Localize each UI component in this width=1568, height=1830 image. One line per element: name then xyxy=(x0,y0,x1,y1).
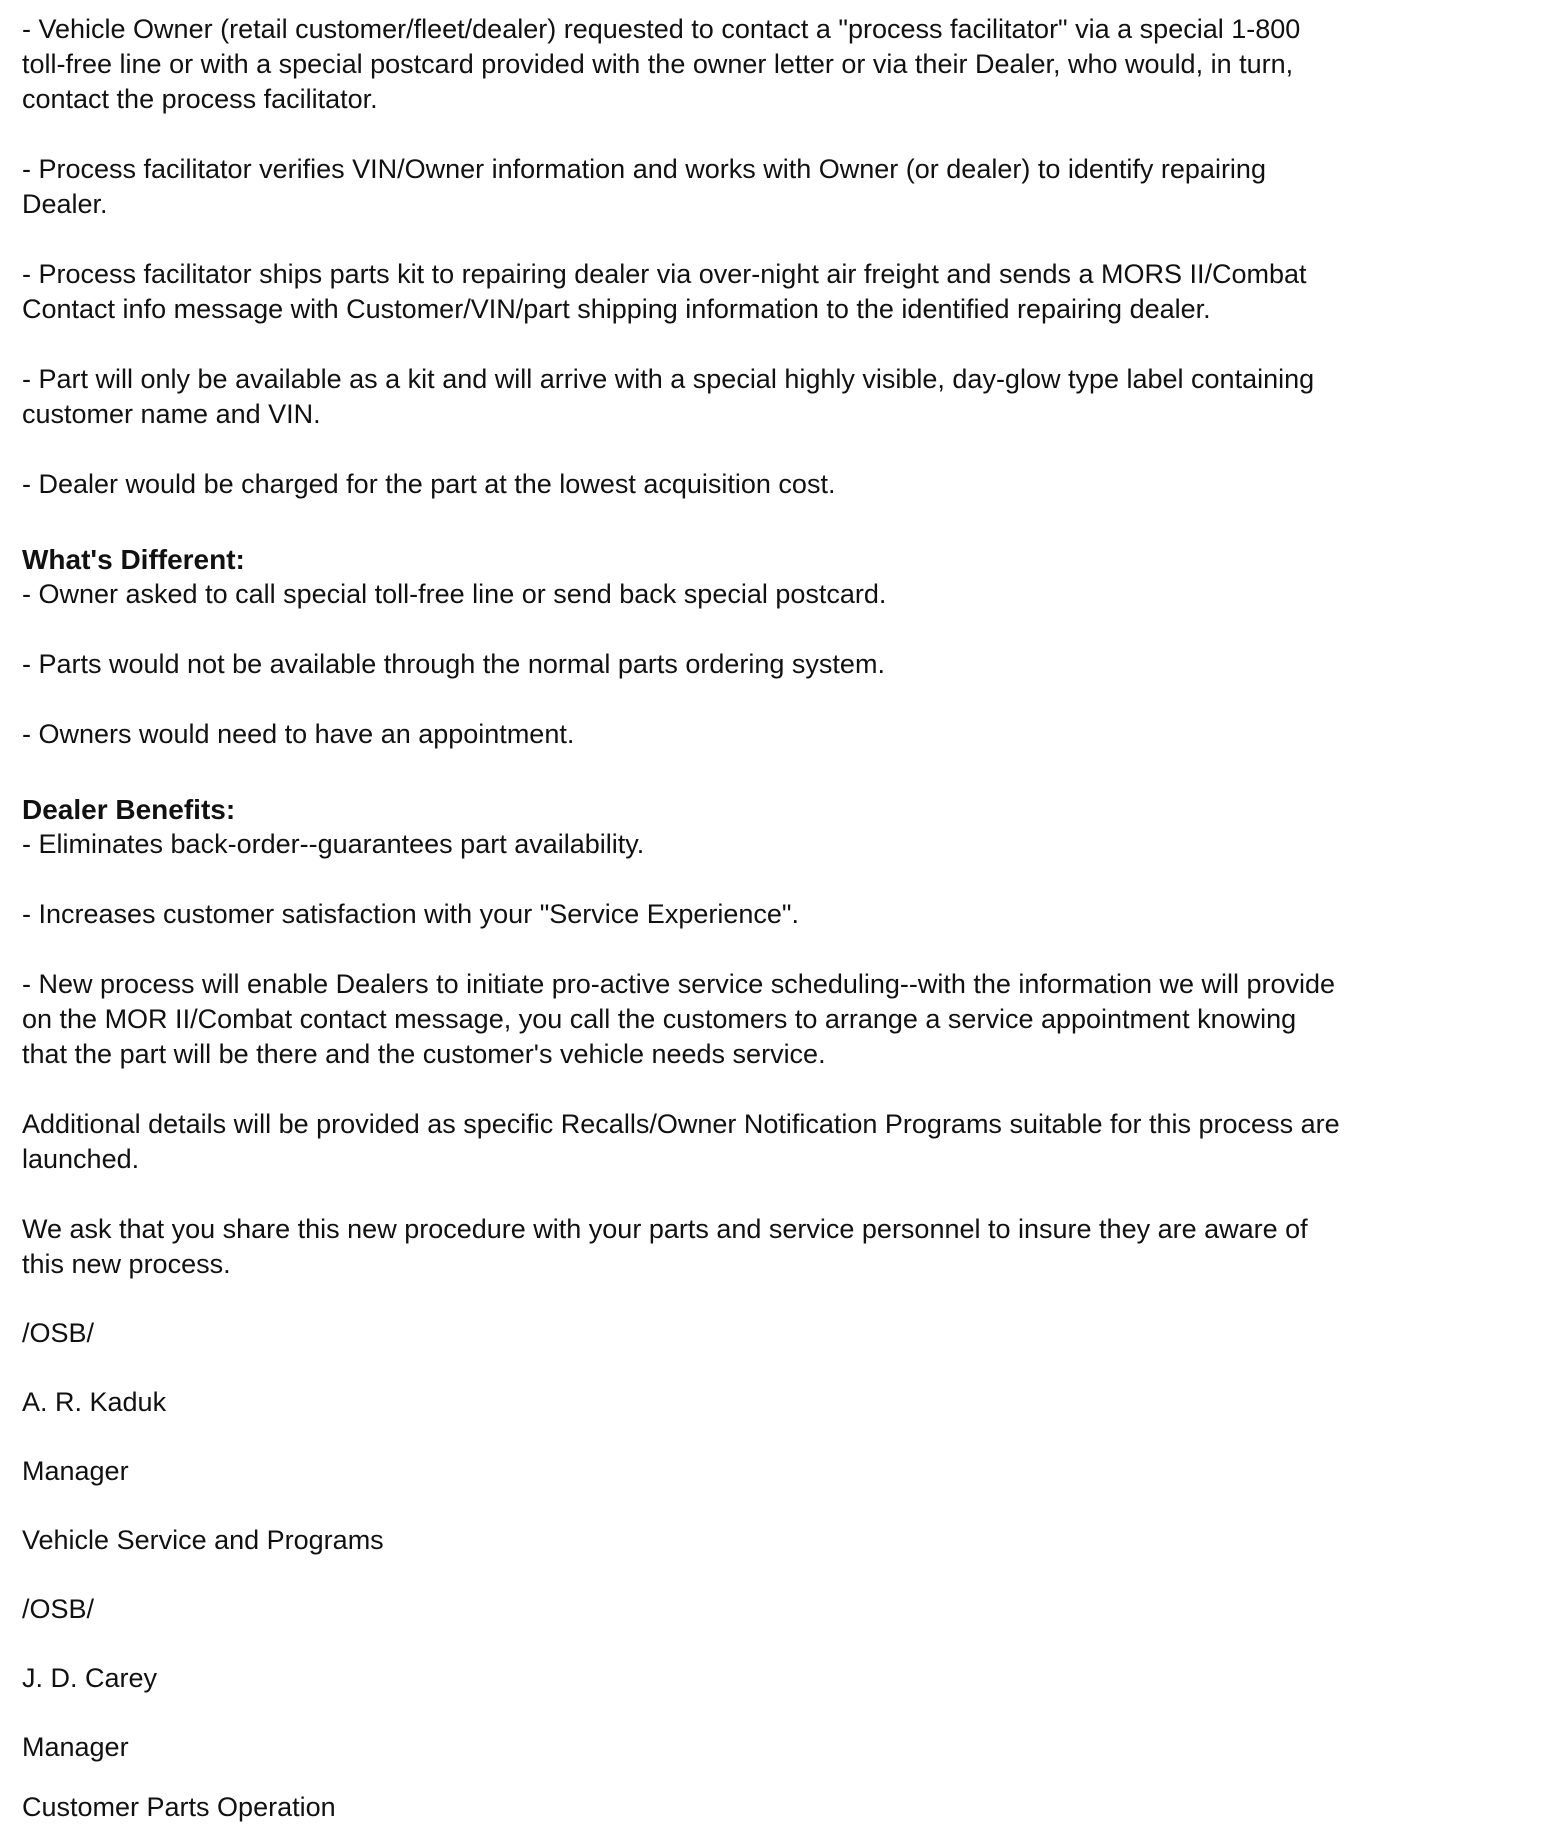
signature-department: Customer Parts Operation xyxy=(22,1792,336,1822)
closing-line: this new process. xyxy=(22,1249,231,1279)
closing-line: Additional details will be provided as specific Recalls/Owner Notification Programs suitable for this process are xyxy=(22,1109,1340,1139)
overview-line: - Process facilitator verifies VIN/Owner information and works with Owner (or dealer) to identify repairing xyxy=(22,154,1266,184)
signature-department: Vehicle Service and Programs xyxy=(22,1525,384,1555)
overview-line: contact the process facilitator. xyxy=(22,84,378,114)
whats-different-line: - Parts would not be available through the normal parts ordering system. xyxy=(22,649,885,679)
whats-different-line: - Owner asked to call special toll-free line or send back special postcard. xyxy=(22,579,887,609)
whats-different-heading: What's Different: xyxy=(22,544,245,575)
signature-title: Manager xyxy=(22,1456,129,1486)
overview-line: Dealer. xyxy=(22,189,108,219)
overview-line: Contact info message with Customer/VIN/part shipping information to the identified repairing dealer. xyxy=(22,294,1211,324)
overview-line: - Part will only be available as a kit and will arrive with a special highly visible, day-glow type label containing xyxy=(22,364,1315,394)
dealer-benefits-line: - Eliminates back-order--guarantees part availability. xyxy=(22,829,645,859)
closing-line: We ask that you share this new procedure with your parts and service personnel to insure they are aware of xyxy=(22,1214,1308,1244)
dealer-benefits-line: - Increases customer satisfaction with your "Service Experience". xyxy=(22,899,799,929)
signature-mark: /OSB/ xyxy=(22,1594,95,1624)
dealer-benefits-line: - New process will enable Dealers to initiate pro-active service scheduling--with the information we will provide xyxy=(22,969,1336,999)
signature-mark: /OSB/ xyxy=(22,1318,95,1348)
dealer-benefits-line: that the part will be there and the customer's vehicle needs service. xyxy=(22,1039,826,1069)
overview-line: - Process facilitator ships parts kit to repairing dealer via over-night air freight and sends a MORS II/Combat xyxy=(22,259,1307,289)
signature-title: Manager xyxy=(22,1732,129,1762)
dealer-benefits-line: on the MOR II/Combat contact message, you call the customers to arrange a service appointment knowing xyxy=(22,1004,1297,1034)
dealer-benefits-heading: Dealer Benefits: xyxy=(22,794,236,825)
closing-line: launched. xyxy=(22,1144,140,1174)
whats-different-line: - Owners would need to have an appointment. xyxy=(22,719,575,749)
overview-line: toll-free line or with a special postcard provided with the owner letter or via their Dealer, who would, in turn, xyxy=(22,49,1294,79)
overview-line: - Dealer would be charged for the part at the lowest acquisition cost. xyxy=(22,469,836,499)
signature-name: A. R. Kaduk xyxy=(22,1387,167,1417)
signature-name: J. D. Carey xyxy=(22,1663,158,1693)
overview-line: - Vehicle Owner (retail customer/fleet/dealer) requested to contact a "process facilitator" via a special 1-800 xyxy=(22,14,1301,44)
overview-line: customer name and VIN. xyxy=(22,399,321,429)
